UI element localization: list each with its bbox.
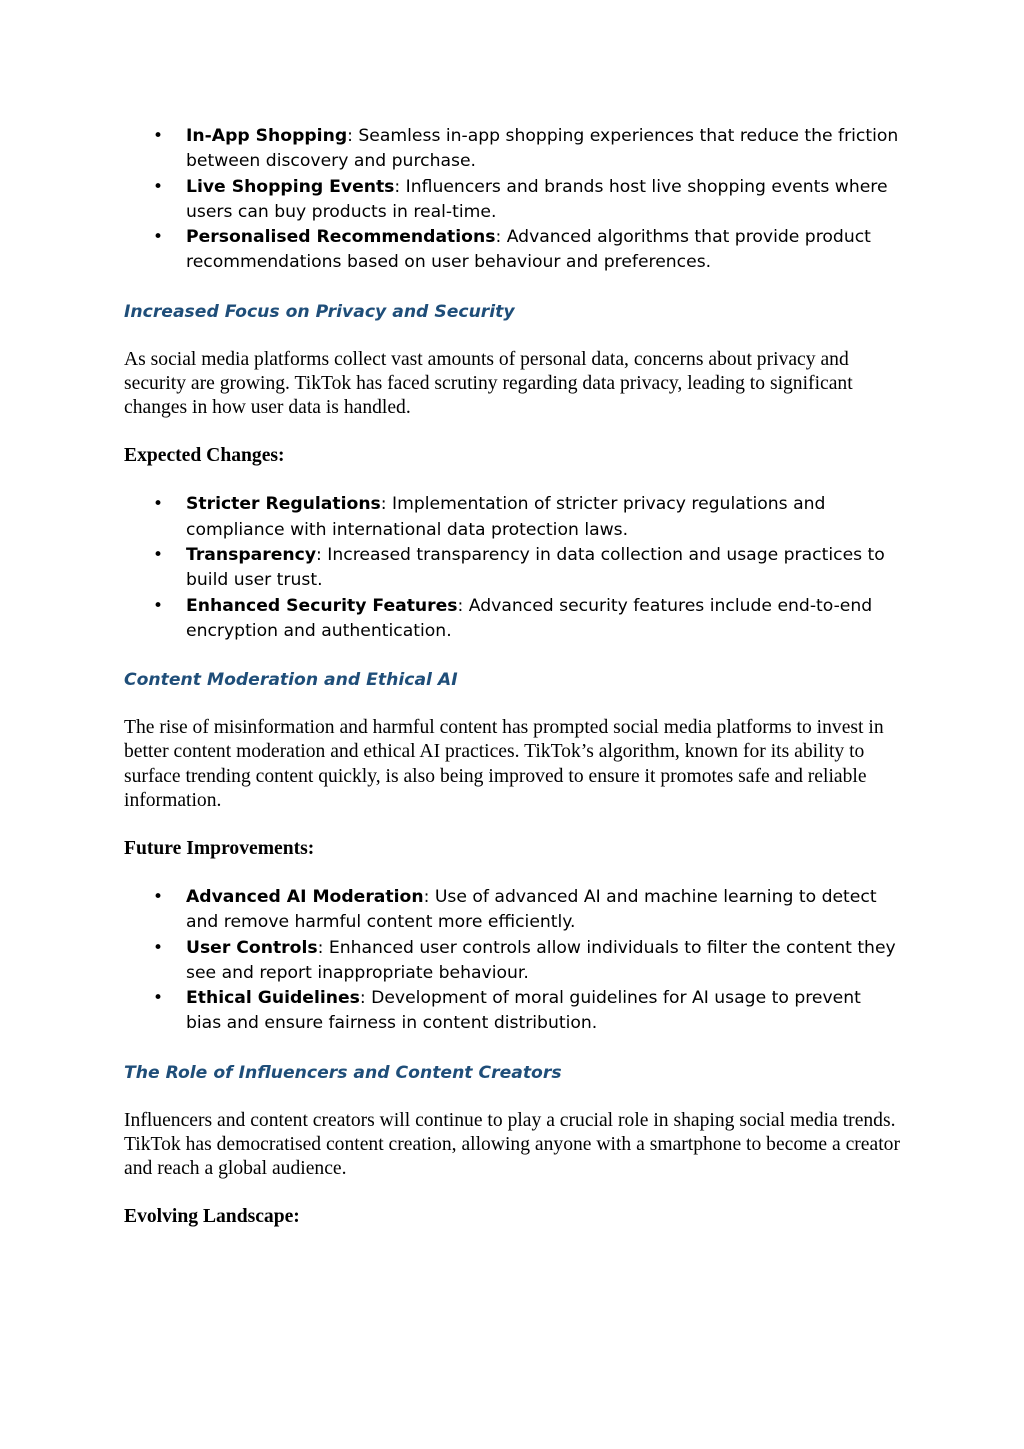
list-item-text: : Increased transparency in data collection and usage practices to build user trust. bbox=[186, 544, 885, 591]
list-item bbox=[124, 225, 900, 276]
list-item-text: : Seamless in-app shopping experiences that reduce the friction between discovery and purchase. bbox=[186, 126, 899, 172]
list-item-term: Ethical Guidelines bbox=[186, 988, 360, 1009]
section-paragraph-moderation: The rise of misinformation and harmful content has prompted social media platforms to invest in better content moderation and ethical AI practices. TikTok’s algorithm, known for its ability to surface trending content quickly, is also being improved to ensure it promotes safe and reliable information. bbox=[124, 717, 884, 811]
list-item-term: Live Shopping Events bbox=[186, 176, 395, 197]
list-item-text: : Influencers and brands host live shopping events where users can buy products in real-time. bbox=[186, 176, 888, 222]
list-item bbox=[124, 175, 900, 226]
list-item-term: Advanced AI Moderation bbox=[186, 886, 424, 907]
list-item bbox=[124, 492, 900, 543]
section-heading-privacy: Increased Focus on Privacy and Security bbox=[124, 301, 515, 322]
list-item-text: : Advanced security features include end-to-end encryption and authentication. bbox=[186, 595, 873, 641]
list-item-text: : Implementation of stricter privacy regulations and compliance with international data protection laws. bbox=[186, 494, 826, 540]
list-item-term: Enhanced Security Features bbox=[186, 595, 458, 616]
list-item-term: User Controls bbox=[186, 937, 318, 958]
list-item-text: : Advanced algorithms that provide product recommendations based on user behaviour and preferences. bbox=[186, 227, 871, 273]
subheading-future-improvements: Future Improvements: bbox=[124, 837, 315, 859]
list-item bbox=[124, 986, 900, 1037]
list-item bbox=[124, 936, 900, 987]
list-item-term: Personalised Recommendations bbox=[186, 227, 496, 248]
section-paragraph-privacy: As social media platforms collect vast amounts of personal data, concerns about privacy and security are growing. TikTok has faced scrutiny regarding data privacy, leading to significant changes in how user data is handled. bbox=[124, 348, 853, 419]
shopping-features-list bbox=[124, 124, 900, 276]
list-item bbox=[124, 885, 900, 936]
subheading-evolving-landscape: Evolving Landscape: bbox=[124, 1206, 300, 1228]
section-heading-influencers: The Role of Influencers and Content Creators bbox=[124, 1062, 562, 1083]
expected-changes-list bbox=[124, 492, 900, 644]
list-item bbox=[124, 124, 900, 175]
list-item-term: Stricter Regulations bbox=[186, 494, 381, 515]
list-item-term: Transparency bbox=[186, 544, 317, 565]
list-item-text: : Enhanced user controls allow individuals to filter the content they see and report inappropriate behaviour. bbox=[186, 937, 896, 983]
section-heading-moderation: Content Moderation and Ethical AI bbox=[124, 670, 458, 691]
subheading-expected-changes: Expected Changes: bbox=[124, 445, 285, 467]
list-item-term: In-App Shopping bbox=[186, 126, 348, 146]
list-item bbox=[124, 594, 900, 645]
page-content bbox=[124, 124, 900, 1229]
future-improvements-list bbox=[124, 885, 900, 1037]
list-item-text: : Use of advanced AI and machine learning to detect and remove harmful content more efficiently. bbox=[186, 886, 877, 933]
list-item-text: : Development of moral guidelines for AI usage to prevent bias and ensure fairness in content distribution. bbox=[186, 988, 861, 1034]
list-item bbox=[124, 543, 900, 594]
section-paragraph-influencers: Influencers and content creators will continue to play a crucial role in shaping social media trends. TikTok has democratised content creation, allowing anyone with a smartphone to become a creator and reach a global audience. bbox=[124, 1109, 900, 1180]
